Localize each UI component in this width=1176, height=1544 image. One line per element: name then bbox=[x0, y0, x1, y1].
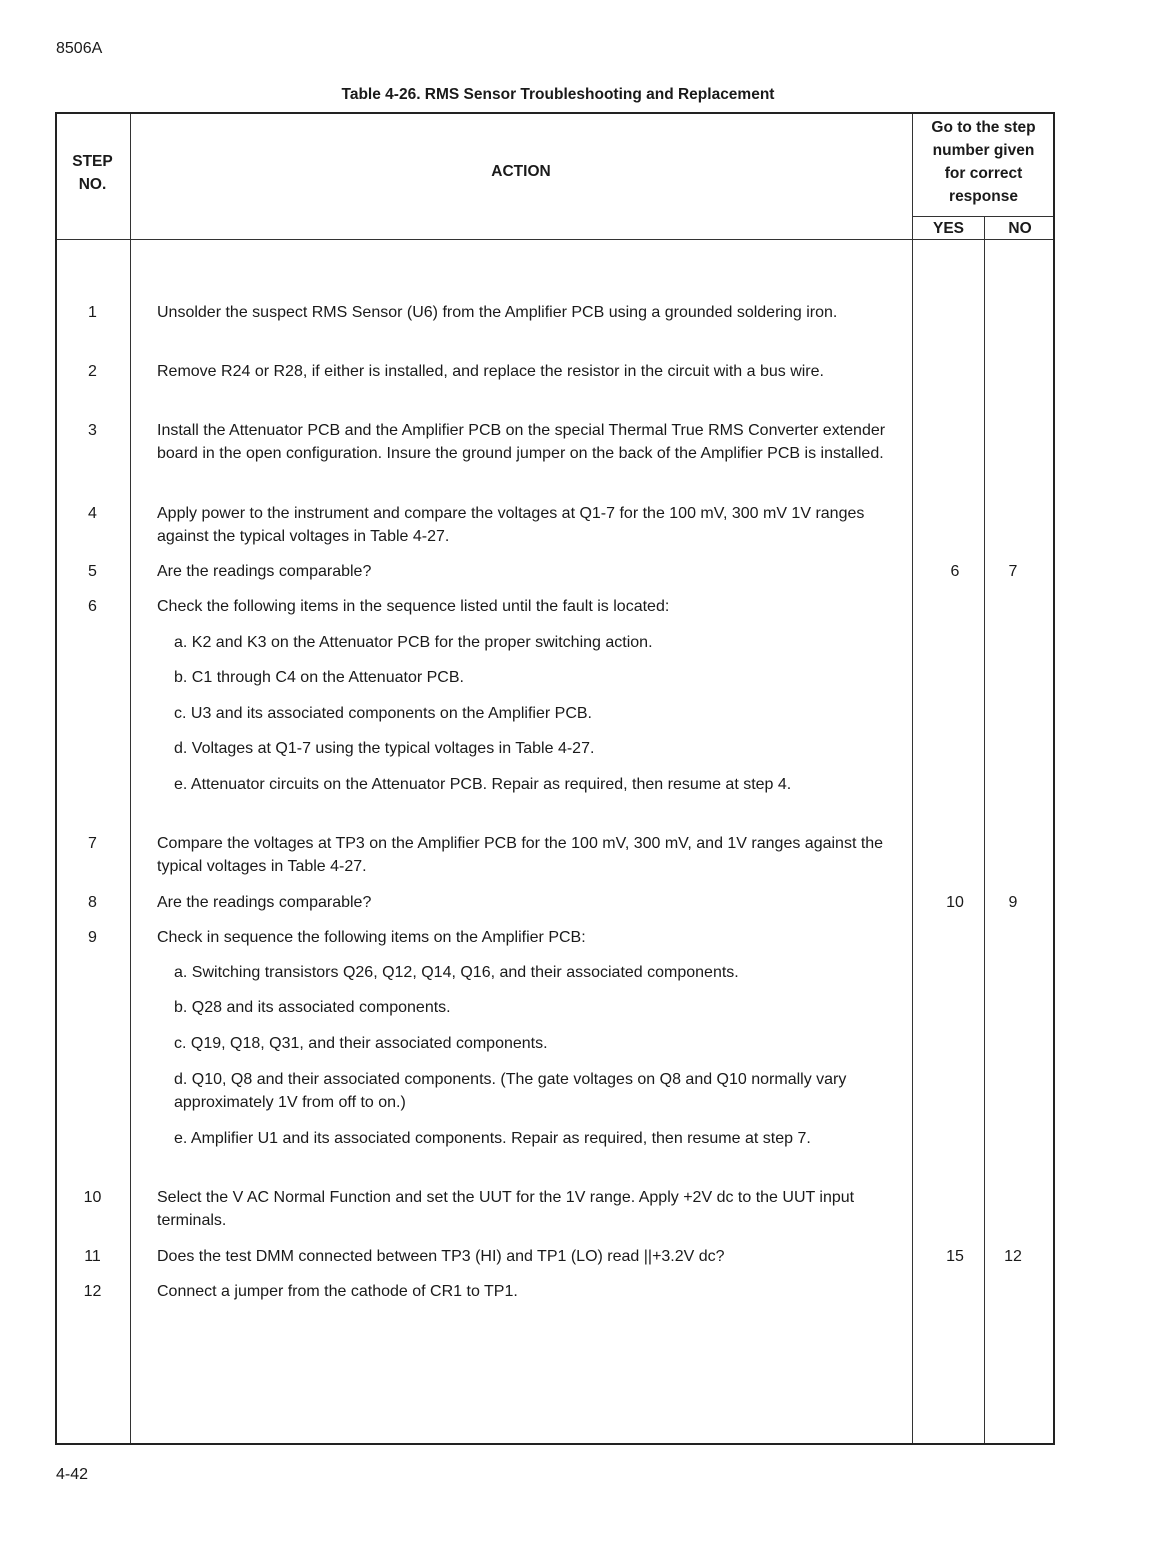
action-text: Unsolder the suspect RMS Sensor (U6) from the Amplifier PCB using a grounded soldering iron. bbox=[157, 304, 838, 321]
action-text: Are the readings comparable? bbox=[157, 894, 372, 911]
header-goto-line: for correct bbox=[944, 165, 1023, 182]
step-number: 5 bbox=[88, 563, 97, 580]
step-number: 12 bbox=[83, 1283, 102, 1300]
sub-action-text: e. Attenuator circuits on the Attenuator PCB. Repair as required, then resume at step 4. bbox=[174, 776, 792, 793]
sub-action-text: c. U3 and its associated components on the Amplifier PCB. bbox=[174, 705, 592, 722]
action-text: Install the Attenuator PCB and the Amplifier PCB on the special Thermal True RMS Converter extender board in the open configuration. Insure the ground jumper on the back of the Amplifier PCB is installed. bbox=[157, 422, 886, 462]
divider bbox=[912, 114, 913, 1443]
action-text: Apply power to the instrument and compare the voltages at Q1-7 for the 100 mV, 300 mV 1V ranges against the typical voltages in Table 4-27. bbox=[157, 505, 865, 545]
step-number: 7 bbox=[88, 835, 97, 852]
no-step: 7 bbox=[1008, 563, 1018, 580]
sub-action-text: c. Q19, Q18, Q31, and their associated components. bbox=[174, 1035, 548, 1052]
step-number: 10 bbox=[83, 1189, 102, 1206]
action-text: Connect a jumper from the cathode of CR1 to TP1. bbox=[157, 1283, 518, 1300]
step-number: 2 bbox=[88, 363, 97, 380]
action-text: Remove R24 or R28, if either is installed, and replace the resistor in the circuit with a bus wire. bbox=[157, 363, 824, 380]
sub-action-text: e. Amplifier U1 and its associated components. Repair as required, then resume at step 7. bbox=[174, 1130, 811, 1147]
step-number: 4 bbox=[88, 505, 97, 522]
sub-action-text: d. Q10, Q8 and their associated components. (The gate voltages on Q8 and Q10 normally vary approximately 1V from off to on.) bbox=[174, 1071, 847, 1111]
sub-action-text: b. Q28 and its associated components. bbox=[174, 999, 451, 1016]
step-number: 3 bbox=[88, 422, 97, 439]
step-number: 9 bbox=[88, 929, 97, 946]
sub-action-text: a. Switching transistors Q26, Q12, Q14, Q16, and their associated components. bbox=[174, 964, 739, 981]
header-yes: YES bbox=[932, 220, 964, 237]
header-step-line: STEP bbox=[72, 153, 113, 170]
header-goto-line: response bbox=[949, 188, 1018, 205]
step-number: 1 bbox=[88, 304, 97, 321]
page-number: 4-42 bbox=[56, 1466, 89, 1483]
divider bbox=[57, 239, 1053, 240]
yes-step: 6 bbox=[950, 563, 960, 580]
header-step bbox=[55, 150, 130, 196]
header-step-line: NO. bbox=[78, 176, 107, 193]
sub-action-text: b. C1 through C4 on the Attenuator PCB. bbox=[174, 669, 464, 686]
yes-step: 15 bbox=[946, 1248, 964, 1265]
action-text: Select the V AC Normal Function and set the UUT for the 1V range. Apply +2V dc to the UUT input terminals. bbox=[157, 1189, 855, 1229]
model-number: 8506A bbox=[56, 40, 103, 57]
divider bbox=[130, 114, 131, 1443]
step-number: 6 bbox=[88, 598, 97, 615]
action-text: Check the following items in the sequence listed until the fault is located: bbox=[157, 598, 670, 615]
header-goto bbox=[912, 116, 1055, 208]
action-text: Are the readings comparable? bbox=[157, 563, 372, 580]
header-goto-line: Go to the step bbox=[931, 119, 1036, 136]
step-number: 11 bbox=[84, 1248, 101, 1265]
header-goto-line: number given bbox=[932, 142, 1035, 159]
no-step: 9 bbox=[1008, 894, 1018, 911]
table-title: Table 4-26. RMS Sensor Troubleshooting and Replacement bbox=[341, 86, 775, 103]
no-step: 12 bbox=[1004, 1248, 1022, 1265]
header-action: ACTION bbox=[491, 163, 551, 180]
header-no: NO bbox=[1008, 220, 1032, 237]
action-text: Check in sequence the following items on the Amplifier PCB: bbox=[157, 929, 586, 946]
sub-action-text: a. K2 and K3 on the Attenuator PCB for the proper switching action. bbox=[174, 634, 653, 651]
action-text: Compare the voltages at TP3 on the Amplifier PCB for the 100 mV, 300 mV, and 1V ranges against the typical voltages in Table 4-27. bbox=[157, 835, 884, 875]
yes-step: 10 bbox=[946, 894, 964, 911]
step-number: 8 bbox=[88, 894, 97, 911]
action-text: Does the test DMM connected between TP3 (HI) and TP1 (LO) read ||+3.2V dc? bbox=[157, 1248, 725, 1265]
sub-action-text: d. Voltages at Q1-7 using the typical voltages in Table 4-27. bbox=[174, 740, 595, 757]
